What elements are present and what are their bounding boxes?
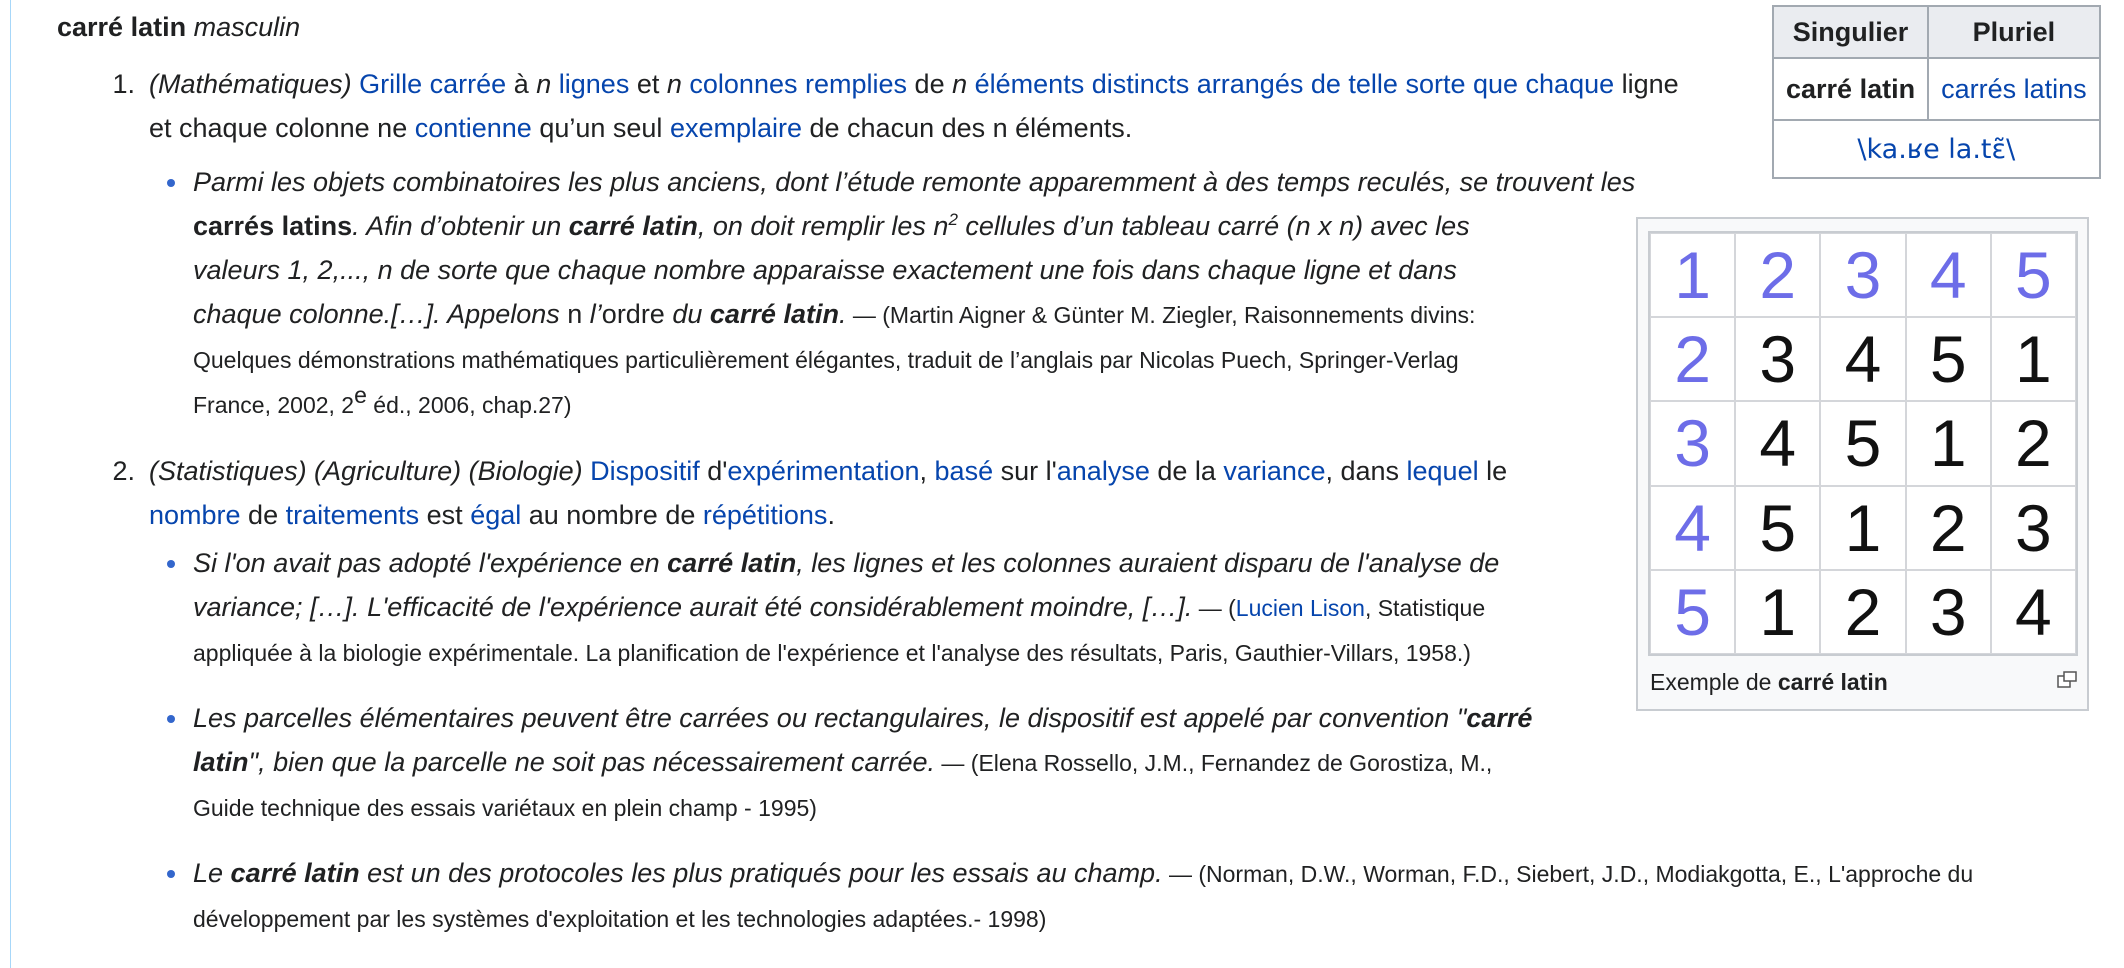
text-run: éd., 2006, chap.27): [366, 392, 572, 418]
text-run: .: [827, 500, 835, 530]
text-run: est un des protocoles les plus pratiqués pour les essais au champ.: [359, 858, 1163, 888]
text-run: [1189, 69, 1197, 99]
text-run: le: [1478, 456, 1508, 486]
word-link[interactable]: Dispositif: [590, 456, 700, 486]
inflection-table: [1772, 5, 2101, 179]
text-run: n: [567, 299, 583, 329]
text-run: , on doit remplir les n: [697, 211, 949, 241]
grid-cell: 2: [1650, 317, 1735, 401]
text-run: Parmi les objets combinatoires les plus anciens, dont l’étude remonte apparemment à des temps reculés, se trouvent les: [193, 167, 1636, 197]
text-run: e: [354, 382, 367, 408]
text-run: .: [838, 299, 847, 329]
word-link[interactable]: éléments: [974, 69, 1085, 99]
text-run: valeurs 1, 2,..., n de sorte que chaque nombre apparaisse exactement une fois dans chaque ligne et dans: [193, 255, 1457, 285]
example-quote: [193, 541, 1693, 675]
example-quote: [193, 160, 1693, 427]
text-run: Le: [193, 858, 231, 888]
definition-1: [112, 62, 1849, 150]
plural-form-link[interactable]: carrés latins: [1941, 73, 2087, 104]
word-link[interactable]: chaque: [1525, 69, 1615, 99]
text-run: Raisonnements divins:: [1244, 302, 1476, 328]
latin-square-image[interactable]: [1648, 231, 2078, 656]
enlarge-icon[interactable]: [2057, 671, 2077, 689]
word-link[interactable]: colonnes: [689, 69, 798, 99]
text-run: cellules d’un tableau carré (n x n) avec les: [957, 211, 1470, 241]
text-run: appliquée à la biologie expérimentale. La planification de l'expérience et l'analyse des résultats: [193, 640, 1157, 666]
word-link[interactable]: lignes: [558, 69, 630, 99]
text-run: , les lignes et les colonnes auraient disparu de l'analyse de: [796, 548, 1500, 578]
grid-cell: 1: [1650, 233, 1735, 317]
quote-line: [193, 696, 1693, 740]
figure-caption: [1650, 666, 1888, 698]
text-run: , Paris, Gauthier-Villars, 1958.): [1156, 640, 1471, 666]
text-run: France, 2002, 2: [193, 392, 355, 418]
word-link[interactable]: traitements: [285, 500, 420, 530]
text-run: — (Martin Aigner & Günter M. Ziegler,: [846, 302, 1244, 328]
caption-text: Exemple de: [1650, 669, 1778, 695]
text-run: Les parcelles élémentaires peuvent être carrées ou rectangulaires, le dispositif est appelé par convention ": [193, 703, 1467, 733]
word-link[interactable]: variance: [1223, 456, 1326, 486]
text-run: chaque colonne.[…]. Appelons: [193, 299, 568, 329]
grid-cell: 2: [1991, 401, 2076, 485]
domain-label: (Mathématiques): [149, 69, 352, 99]
quote-line: [193, 204, 1693, 248]
text-run: ligne: [1614, 69, 1679, 99]
text-run: [422, 69, 430, 99]
word-link[interactable]: analyse: [1056, 456, 1150, 486]
text-run: n: [952, 69, 968, 99]
quote-line: [193, 630, 1693, 675]
text-run: . Afin d’obtenir un: [352, 211, 569, 241]
word-link[interactable]: de telle sorte que: [1310, 69, 1519, 99]
grid-cell: 1: [1735, 570, 1820, 654]
word-link[interactable]: Grille: [359, 69, 423, 99]
text-run: variance; […]. L'efficacité de l'expérience aurait été considérablement moindre, […].: [193, 592, 1193, 622]
text-run: au nombre de: [521, 500, 703, 530]
text-run: et chaque colonne ne: [149, 113, 415, 143]
definition-line: [359, 69, 1679, 99]
text-run: de: [907, 69, 953, 99]
text-run: de la: [1149, 456, 1224, 486]
text-run: [1518, 69, 1526, 99]
grid-cell: 3: [1906, 570, 1991, 654]
text-run: 2: [948, 210, 958, 229]
text-run: — (Elena Rossello, J.M., Fernandez de Gorostiza, M.,: [935, 750, 1493, 776]
grid-cell: 4: [1735, 401, 1820, 485]
text-run: de chacun des n éléments.: [802, 113, 1133, 143]
text-run: [551, 69, 559, 99]
page-left-border: [10, 0, 11, 968]
text-run: d': [699, 456, 728, 486]
text-run: - 1998): [973, 906, 1047, 932]
word-link[interactable]: lequel: [1406, 456, 1479, 486]
grid-cell: 5: [1820, 401, 1905, 485]
text-run: , traduit de l’anglais par Nicolas Puech, Springer-Verlag: [894, 347, 1459, 373]
grid-cell: 2: [1820, 570, 1905, 654]
text-run: Guide technique des essais variétaux en plein champ: [193, 795, 738, 821]
bullet-icon: [167, 715, 175, 723]
bullet-icon: [167, 179, 175, 187]
text-run: , dans: [1325, 456, 1407, 486]
text-run: carré: [1466, 703, 1533, 733]
domain-label: (Statistiques) (Agriculture) (Biologie): [149, 456, 583, 486]
quote-line: [193, 248, 1693, 292]
text-run: carré latin: [230, 858, 360, 888]
text-run: [506, 69, 514, 99]
headword-line: [57, 10, 300, 44]
word-link[interactable]: nombre: [149, 500, 241, 530]
definition-line: [590, 456, 1507, 486]
text-run: ,: [919, 456, 935, 486]
quote-line: [193, 292, 1693, 337]
grid-cell: 1: [1820, 486, 1905, 570]
grid-cell: 5: [1991, 233, 2076, 317]
headword-term: carré latin: [57, 12, 187, 42]
text-run: [1084, 69, 1092, 99]
text-run: sur l': [993, 456, 1057, 486]
word-link[interactable]: répétitions: [702, 500, 828, 530]
word-link[interactable]: arrangés: [1196, 69, 1304, 99]
quote-line: [193, 541, 1693, 585]
text-run: — (Norman, D.W., Worman, F.D., Siebert, J.D., Modiakgotta, E.,: [1162, 861, 1829, 887]
text-run: et: [629, 69, 667, 99]
quote-line: [193, 160, 1693, 204]
text-run: [967, 69, 975, 99]
word-link[interactable]: contienne: [414, 113, 532, 143]
text-run: latin: [193, 747, 249, 777]
definition-2: [112, 449, 1649, 537]
grid-cell: 4: [1650, 486, 1735, 570]
word-link[interactable]: remplies: [805, 69, 908, 99]
text-run: Quelques démonstrations mathématiques particulièrement élégantes: [193, 347, 895, 373]
text-run: carré latin: [667, 548, 797, 578]
word-link[interactable]: distincts: [1091, 69, 1190, 99]
word-link[interactable]: carrée: [429, 69, 507, 99]
definition-number: 1.: [112, 69, 135, 99]
header-singular: Singulier: [1773, 6, 1928, 58]
text-run: carré latin: [568, 211, 698, 241]
grid-cell: 5: [1650, 570, 1735, 654]
text-run: de: [240, 500, 286, 530]
grid-cell: 4: [1906, 233, 1991, 317]
text-run: à: [513, 69, 529, 99]
text-run: ", bien que la parcelle ne soit pas nécessairement carrée.: [248, 747, 935, 777]
text-run: carrés latins: [193, 211, 353, 241]
grid-cell: 1: [1991, 317, 2076, 401]
example-quote: [193, 696, 1693, 830]
example-quote: [193, 851, 2124, 941]
text-run: développement par les systèmes d'exploitation et les technologies adaptées.: [193, 906, 974, 932]
word-link[interactable]: égal: [470, 500, 522, 530]
text-run: ordre: [601, 299, 665, 329]
word-link[interactable]: exemplaire: [669, 113, 802, 143]
grid-cell: 5: [1735, 486, 1820, 570]
quote-line: [193, 382, 1693, 427]
grid-cell: 3: [1735, 317, 1820, 401]
text-run: — (: [1192, 595, 1236, 621]
grid-cell: 1: [1906, 401, 1991, 485]
text-run: Si l'on avait pas adopté l'expérience en: [193, 548, 668, 578]
quote-line: [193, 896, 2124, 941]
pronunciation-link[interactable]: \ka.ʁe la.tɛ̃\: [1857, 133, 2016, 165]
text-run: L'approche du: [1828, 861, 1974, 887]
text-run: n: [536, 69, 552, 99]
grid-cell: 4: [1991, 570, 2076, 654]
figure-thumbnail: [1636, 217, 2089, 711]
singular-form: carré latin: [1773, 58, 1928, 120]
text-run: n: [666, 69, 682, 99]
text-run: ,: [1364, 595, 1378, 621]
text-run: Statistique: [1377, 595, 1486, 621]
quote-line: [193, 740, 1693, 785]
header-plural: Pluriel: [1928, 6, 2100, 58]
bullet-icon: [167, 560, 175, 568]
quote-line: [193, 337, 1693, 382]
text-run: qu’un seul: [531, 113, 670, 143]
word-link[interactable]: expérimentation: [727, 456, 920, 486]
word-link[interactable]: Lucien Lison: [1235, 595, 1365, 621]
grid-cell: 3: [1820, 233, 1905, 317]
grid-cell: 5: [1906, 317, 1991, 401]
text-run: carré latin: [709, 299, 839, 329]
text-run: du: [664, 299, 710, 329]
quote-line: [193, 851, 2124, 896]
grid-cell: 2: [1906, 486, 1991, 570]
word-link[interactable]: basé: [934, 456, 994, 486]
grid-cell: 2: [1735, 233, 1820, 317]
text-run: l’: [582, 299, 602, 329]
text-run: [798, 69, 806, 99]
grid-cell: 3: [1991, 486, 2076, 570]
definition-line: [149, 106, 1849, 150]
definition-line: [149, 493, 1649, 537]
bullet-icon: [167, 870, 175, 878]
grid-cell: 4: [1820, 317, 1905, 401]
definition-number: 2.: [112, 456, 135, 486]
text-run: est: [419, 500, 471, 530]
quote-line: [193, 585, 1693, 630]
quote-line: [193, 785, 1693, 830]
text-run: - 1995): [737, 795, 817, 821]
text-run: [1303, 69, 1311, 99]
grid-cell: 3: [1650, 401, 1735, 485]
caption-term: carré latin: [1777, 669, 1888, 695]
gender-label: masculin: [193, 12, 301, 42]
